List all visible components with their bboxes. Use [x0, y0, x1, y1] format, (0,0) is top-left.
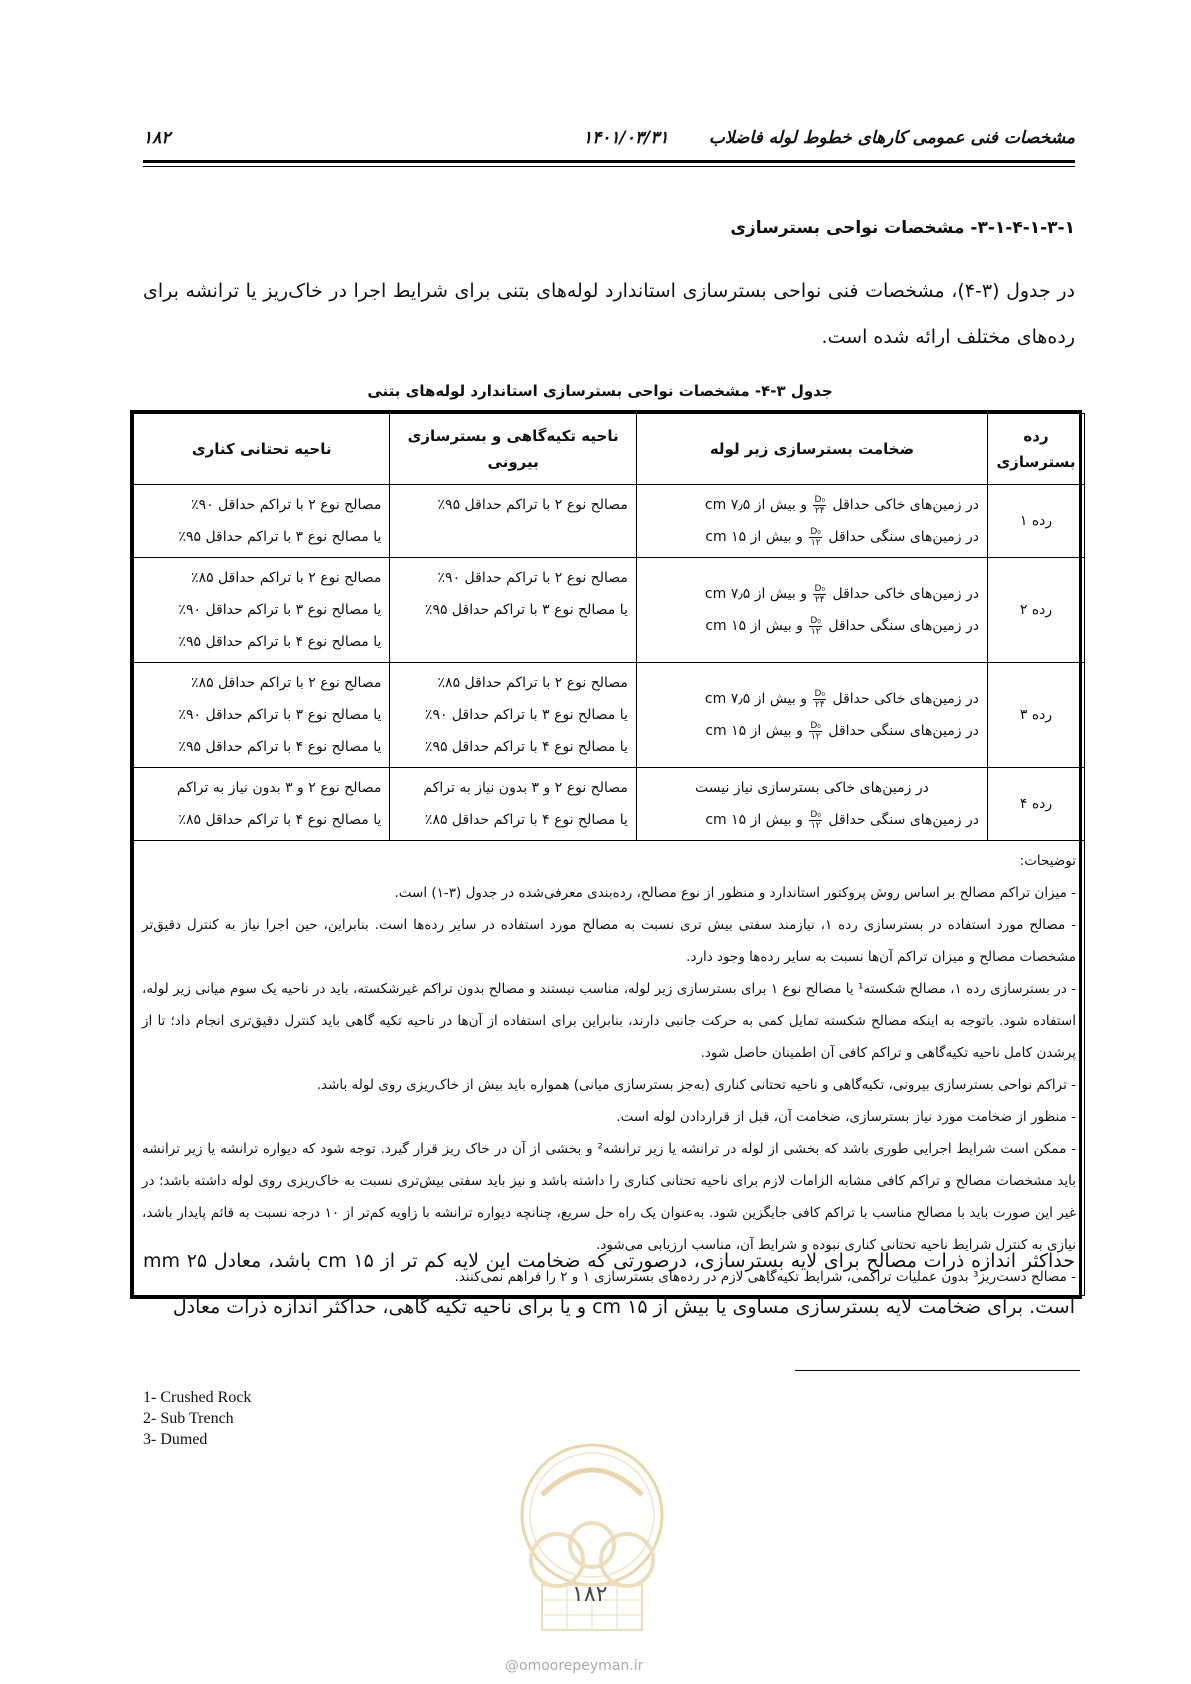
fraction-denominator: ۲۴ — [814, 699, 825, 710]
thickness-text: در زمین‌های سنگی حداقل — [823, 812, 980, 828]
table-container — [130, 410, 1082, 1299]
haunch-line: یا مصالح نوع ۳ با تراکم حداقل ۹۵٪ — [178, 529, 382, 545]
thickness-text: و بیش از ۱۵ cm — [705, 618, 808, 634]
watermark-url: @omoorepeyman.ir — [505, 1658, 644, 1674]
grade-cell: رده ۲ — [988, 558, 1085, 663]
fraction-numerator: D₀ — [810, 809, 821, 820]
haunch-line: مصالح نوع ۲ و ۳ بدون نیاز به تراکم — [176, 780, 382, 796]
footnote-rule — [795, 1370, 1080, 1371]
note-item: - منظور از ضخامت مورد نیاز بسترسازی، ضخامت آن، قبل از قراردادن لوله است. — [616, 1109, 1076, 1125]
fraction-d0 — [813, 689, 826, 710]
thickness-text: در زمین‌های سنگی حداقل — [823, 723, 980, 739]
thickness-line-soil — [645, 683, 979, 715]
fraction-d0 — [809, 616, 822, 637]
thickness-line-rock — [645, 521, 979, 553]
section-title: ۳-۱-۴-۱-۳-۱- مشخصات نواحی بسترسازی — [730, 218, 1075, 238]
haunch-line: یا مصالح نوع ۳ با تراکم حداقل ۹۰٪ — [178, 602, 382, 618]
bedding-cell — [390, 768, 636, 841]
header-bedding: ناحیه تکیه‌گاهی و بسترسازی بیرونی — [390, 414, 636, 485]
haunch-cell — [134, 558, 390, 663]
thickness-line-rock — [645, 610, 979, 642]
thickness-line-soil — [645, 489, 979, 521]
haunch-line: مصالح نوع ۲ با تراکم حداقل ۸۵٪ — [191, 570, 382, 586]
fraction-denominator: ۱۲ — [810, 820, 821, 831]
note-item: - میزان تراکم مصالح بر اساس روش پروکتور استاندارد و منظور از نوع مصالح، رده‌بندی معرفی‌شده در جدول (۳-۱) است. — [394, 885, 1076, 901]
fraction-d0 — [809, 527, 822, 548]
footnote-item: 2- Sub Trench — [143, 1410, 234, 1427]
table-row — [134, 768, 1085, 841]
intro-paragraph: در جدول (۳-۴)، مشخصات فنی نواحی بسترسازی استاندارد لوله‌های بتنی برای شرایط اجرا در خاک‌ریز یا ترانشه برای رده‌های مختلف ارائه شده است. — [143, 280, 1075, 348]
notes-title: توضیحات: — [1019, 853, 1076, 869]
header-date: ۱۴۰۱/۰۳/۳۱ — [583, 128, 669, 148]
fraction-d0 — [809, 810, 822, 831]
bedding-line: یا مصالح نوع ۳ با تراکم حداقل ۹۰٪ — [424, 707, 628, 723]
table-row — [134, 485, 1085, 558]
header-grade: رده بسترسازی — [988, 414, 1085, 485]
haunch-line: یا مصالح نوع ۴ با تراکم حداقل ۹۵٪ — [178, 739, 382, 755]
bedding-line: مصالح نوع ۲ با تراکم حداقل ۹۵٪ — [437, 497, 628, 513]
thickness-text: و بیش از ۱۵ cm — [705, 723, 808, 739]
header-rule-thin — [143, 166, 1075, 167]
note-item: - تراکم نواحی بسترسازی بیرونی، تکیه‌گاهی و ناحیه تحتانی کناری (به‌جز بسترسازی میانی) همواره باید بیش از خاک‌ریزی روی لوله باشد. — [316, 1077, 1076, 1093]
bedding-cell — [390, 485, 636, 558]
thickness-text: و بیش از ۷٫۵ cm — [704, 497, 812, 513]
fraction-numerator: D₀ — [814, 688, 826, 699]
header-title: مشخصات فنی عمومی کارهای خطوط لوله فاضلاب — [708, 128, 1075, 148]
footnote-item: 3- Dumed — [143, 1431, 208, 1448]
note-item: - در بسترسازی رده ۱، مصالح شکسته¹ یا مصالح نوع ۱ برای بسترسازی زیر لوله، مناسب نیستند و مصالح بدون تراکم غیرشکسته، باید در ناحیه یک سوم میانی زیر لوله، استفاده شود. باتوجه به اینکه مصالح شکسته تمایل کمی به حرکت جانبی دارند، بنابراین برای استفاده از آن‌ها در ناحیه تکیه گاهی باید کنترل دقیق‌تری انجام داد؛ تا از پرشدن کامل ناحیه تکیه‌گاهی و تراکم کافی آن اطمینان حاصل شود. — [142, 981, 1076, 1061]
header-rule-thick — [143, 160, 1075, 163]
haunch-line: یا مصالح نوع ۳ با تراکم حداقل ۹۰٪ — [178, 707, 382, 723]
table-row — [134, 558, 1085, 663]
thickness-text: در زمین‌های سنگی حداقل — [823, 618, 980, 634]
thickness-line-soil — [645, 578, 979, 610]
header-haunch: ناحیه تحتانی کناری — [134, 414, 390, 485]
thickness-text: و بیش از ۱۵ cm — [705, 529, 808, 545]
thickness-cell — [636, 663, 987, 768]
bedding-spec-table — [133, 413, 1085, 1296]
note-item: - مصالح مورد استفاده در بسترسازی رده ۱، نیازمند سفتی بیش تری نسبت به مصالح مورد استفاده در سایر رده‌ها است. بنابراین، حین اجرا نیاز به کنترل دقیق‌تر مشخصات مصالح و میزان تراکم آن‌ها نسبت به سایر رده‌ها وجود دارد. — [142, 917, 1076, 965]
header-page-number: ۱۸۲ — [143, 128, 171, 148]
fraction-numerator: D₀ — [814, 494, 826, 505]
table-caption: جدول ۳-۴- مشخصات نواحی بسترسازی استاندارد لوله‌های بتنی — [367, 382, 833, 400]
thickness-text: و بیش از ۱۵ cm — [705, 812, 808, 828]
body-paragraph: حداکثر اندازه ذرات مصالح برای لایه بسترسازی، درصورتی که ضخامت این لایه کم تر از ۱۵ cm باشد، معادل mm ۲۵ است. برای ضخامت لایه بسترسازی مساوی یا بیش از ۱۵ cm و یا برای ناحیه تکیه گاهی، حداکثر اندازه ذرات معادل — [143, 1250, 1076, 1318]
thickness-text: در زمین‌های خاکی حداقل — [828, 497, 980, 513]
fraction-d0 — [809, 721, 822, 742]
fraction-denominator: ۱۲ — [810, 731, 821, 742]
fraction-denominator: ۲۴ — [814, 594, 825, 605]
grade-cell: رده ۳ — [988, 663, 1085, 768]
fraction-denominator: ۲۴ — [814, 505, 825, 516]
thickness-cell — [636, 485, 987, 558]
footnotes — [143, 1387, 251, 1450]
fraction-numerator: D₀ — [814, 583, 826, 594]
table-header-row — [134, 414, 1085, 485]
note-item: - مصالح دست‌ریز³ بدون عملیات تراکمی، شرایط تکیه‌گاهی لازم در رده‌های بسترسازی ۱ و ۲ را فراهم نمی‌کنند. — [454, 1269, 1076, 1285]
bedding-line: یا مصالح نوع ۳ با تراکم حداقل ۹۵٪ — [424, 602, 628, 618]
fraction-denominator: ۱۲ — [810, 626, 821, 637]
haunch-cell — [134, 768, 390, 841]
watermark-logo-icon — [502, 1435, 682, 1645]
bedding-cell — [390, 663, 636, 768]
running-header — [143, 128, 1075, 158]
haunch-cell — [134, 663, 390, 768]
haunch-line: یا مصالح نوع ۴ با تراکم حداقل ۹۵٪ — [178, 634, 382, 650]
thickness-line-rock — [645, 715, 979, 747]
bedding-cell — [390, 558, 636, 663]
thickness-text: در زمین‌های سنگی حداقل — [823, 529, 980, 545]
bedding-line: یا مصالح نوع ۴ با تراکم حداقل ۹۵٪ — [424, 739, 628, 755]
thickness-text: در زمین‌های خاکی حداقل — [828, 691, 980, 707]
thickness-cell — [636, 768, 987, 841]
haunch-line: مصالح نوع ۲ با تراکم حداقل ۹۰٪ — [191, 497, 382, 513]
bedding-line: مصالح نوع ۲ و ۳ بدون نیاز به تراکم — [423, 780, 628, 796]
bedding-line: یا مصالح نوع ۴ با تراکم حداقل ۸۵٪ — [424, 812, 628, 828]
header-thickness: ضخامت بسترسازی زیر لوله — [636, 414, 987, 485]
thickness-line-rock — [645, 804, 979, 836]
watermark-page-number: ۱۸۲ — [572, 1582, 608, 1607]
fraction-denominator: ۱۲ — [810, 537, 821, 548]
fraction-numerator: D₀ — [810, 615, 821, 626]
fraction-numerator: D₀ — [810, 526, 821, 537]
fraction-d0 — [813, 495, 826, 516]
bedding-line: مصالح نوع ۲ با تراکم حداقل ۹۰٪ — [437, 570, 628, 586]
fraction-d0 — [813, 584, 826, 605]
thickness-text: در زمین‌های خاکی حداقل — [828, 586, 980, 602]
thickness-cell — [636, 558, 987, 663]
thickness-line: در زمین‌های خاکی بسترسازی نیاز نیست — [695, 780, 929, 796]
haunch-line: مصالح نوع ۲ با تراکم حداقل ۸۵٪ — [191, 675, 382, 691]
table-notes — [134, 841, 1085, 1296]
table-row — [134, 663, 1085, 768]
notes-row — [134, 841, 1085, 1296]
footnote-item: 1- Crushed Rock — [143, 1389, 252, 1406]
bedding-line: مصالح نوع ۲ با تراکم حداقل ۸۵٪ — [437, 675, 628, 691]
note-item: - ممکن است شرایط اجرایی طوری باشد که بخشی از لوله در ترانشه یا زیر ترانشه² و بخشی از آن در خاک ریز قرار گیرد. توجه شود که دیواره ترانشه یا زیر ترانشه باید مشخصات مصالح و تراکم کافی مشابه الزامات لازم برای ناحیه تحتانی کناری را داشته باشد و نیز باید سفتی بیش‌تری نسبت به خاک‌ریزی روی لوله داشته باشد؛ در غیر این صورت باید با مصالح مناسب با تراکم کافی جایگزین شود. به‌عنوان یک راه حل سریع، چنانچه دیواره ترانشه با زاویه کم‌تر از ۱۰ درجه نسبت به قائم پایدار باشد، نیازی به کنترل شرایط ناحیه تحتانی کناری نبوده و شرایط آن، مناسب ارزیابی می‌شود. — [142, 1141, 1077, 1253]
haunch-line: یا مصالح نوع ۴ با تراکم حداقل ۸۵٪ — [178, 812, 382, 828]
fraction-numerator: D₀ — [810, 720, 821, 731]
grade-cell: رده ۴ — [988, 768, 1085, 841]
haunch-cell — [134, 485, 390, 558]
grade-cell: رده ۱ — [988, 485, 1085, 558]
thickness-text: و بیش از ۷٫۵ cm — [704, 586, 812, 602]
thickness-text: و بیش از ۷٫۵ cm — [704, 691, 812, 707]
